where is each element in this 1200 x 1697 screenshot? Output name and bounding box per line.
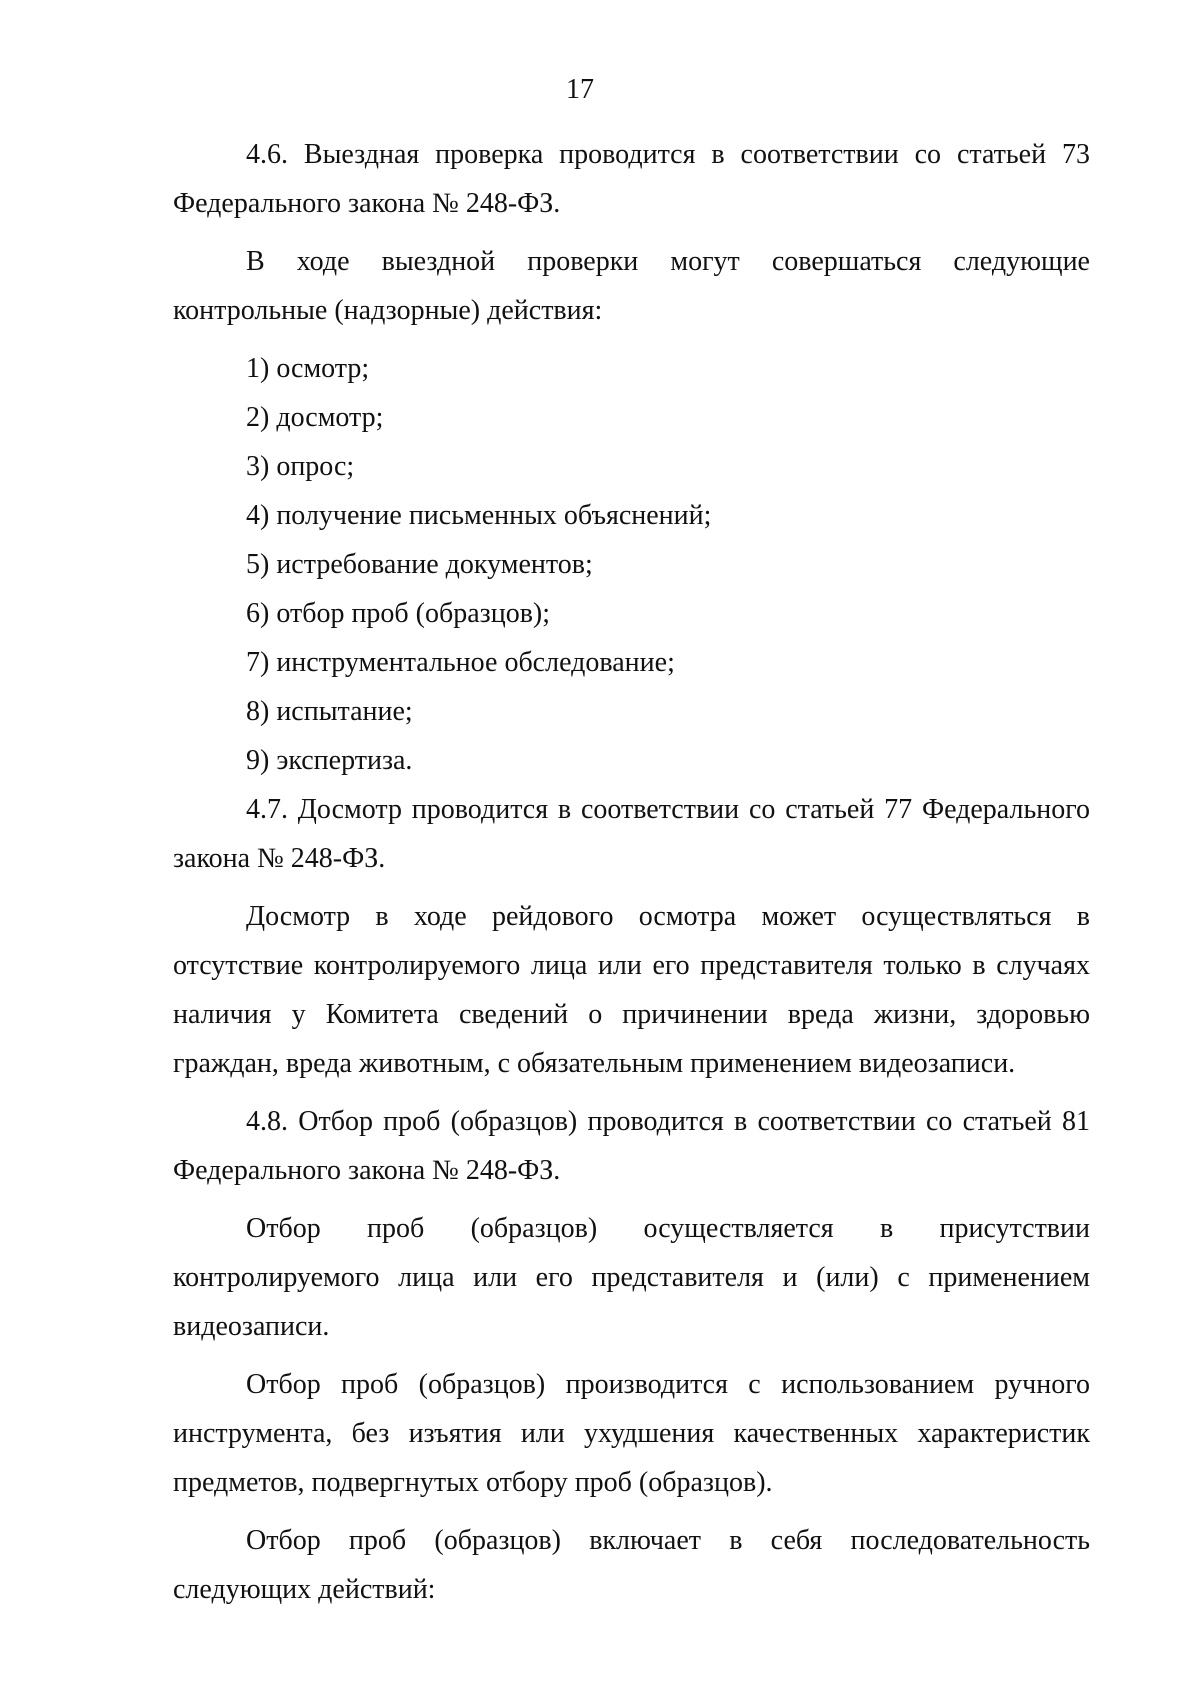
paragraph-4-8: 4.8. Отбор проб (образцов) проводится в соответствии со статьей 81 Федерального закона № 248-ФЗ. bbox=[173, 1106, 1090, 1186]
paragraph-sampling-sequence: Отбор проб (образцов) включает в себя последовательность следующих действий: bbox=[173, 1525, 1090, 1605]
list-item: 1) осмотр; bbox=[246, 353, 370, 384]
list-item: 6) отбор проб (образцов); bbox=[246, 598, 551, 629]
list-item: 4) получение письменных объяснений; bbox=[246, 500, 712, 531]
paragraph-inspection-raid: Досмотр в ходе рейдового осмотра может осуществляться в отсутствие контролируемого лица или его представителя только в случаях наличия у Комитета сведений о причинении вреда жизни, здоровью граждан, вреда животным, с обязательным применением видеозаписи. bbox=[173, 901, 1090, 1079]
list-item: 7) инструментальное обследование; bbox=[246, 647, 675, 678]
list-item: 5) истребование документов; bbox=[246, 549, 593, 580]
paragraph-sampling-presence: Отбор проб (образцов) осуществляется в присутствии контролируемого лица или его представителя и (или) с применением видеозаписи. bbox=[173, 1213, 1090, 1342]
paragraph-4-7: 4.7. Досмотр проводится в соответствии со статьей 77 Федерального закона № 248-ФЗ. bbox=[173, 794, 1090, 874]
paragraph-actions-intro: В ходе выездной проверки могут совершаться следующие контрольные (надзорные) действия: bbox=[173, 246, 1090, 326]
list-item: 3) опрос; bbox=[246, 451, 355, 482]
page-number: 17 bbox=[566, 74, 594, 105]
list-item: 2) досмотр; bbox=[246, 402, 384, 433]
document-body bbox=[173, 130, 1090, 1623]
list-item: 8) испытание; bbox=[246, 696, 413, 727]
paragraph-4-6: 4.6. Выездная проверка проводится в соответствии со статьей 73 Федерального закона № 248-ФЗ. bbox=[173, 139, 1090, 219]
list-item: 9) экспертиза. bbox=[246, 745, 413, 776]
actions-list bbox=[173, 344, 1090, 785]
paragraph-sampling-tools: Отбор проб (образцов) производится с использованием ручного инструмента, без изъятия или ухудшения качественных характеристик предметов, подвергнутых отбору проб (образцов). bbox=[173, 1369, 1090, 1498]
